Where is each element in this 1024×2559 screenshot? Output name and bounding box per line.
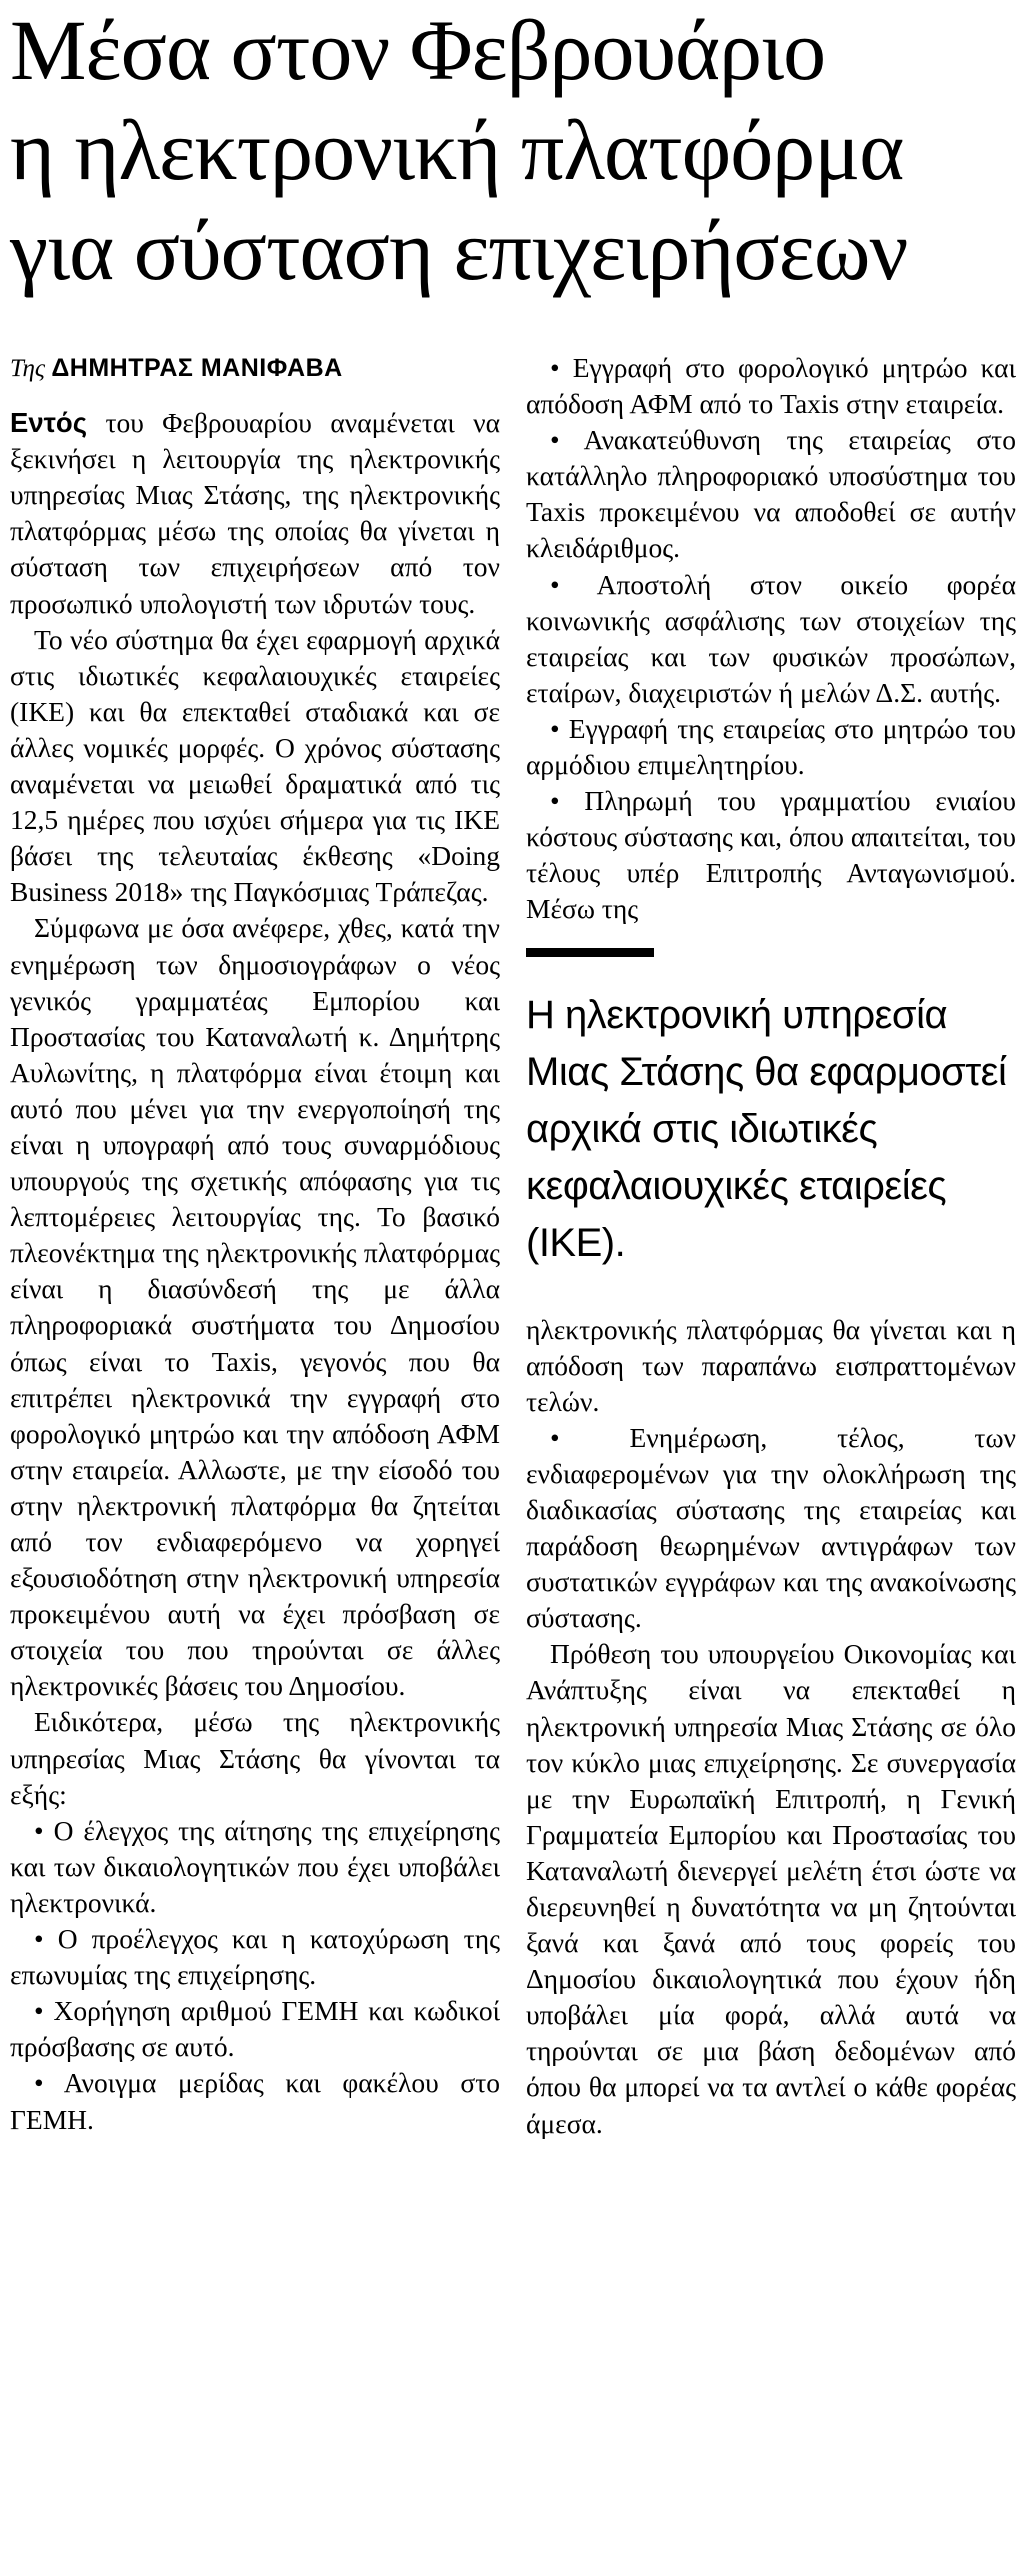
byline-prefix: Της — [10, 355, 52, 382]
lead-word: Εντός — [10, 407, 88, 439]
bullet-item: • Ανοιγμα μερίδας και φακέλου στο ΓΕΜΗ. — [10, 2065, 500, 2137]
lead-text: του Φεβρουαρίου αναμένεται να ξεκινήσει η λειτουργία της ηλεκτρονικής υπηρεσίας Μιας Στάσης, της ηλεκτρονικής πλατφόρμας μέσω της οποίας θα γίνεται η σύσταση των επιχειρήσεων από τον προσωπικό υπολογιστή των ιδρυτών τους. — [10, 407, 500, 619]
headline-line-3: για σύσταση επιχειρήσεων — [10, 202, 908, 298]
headline-line-1: Μέσα στον Φεβρουάριο — [10, 2, 826, 98]
pull-quote-rule — [526, 948, 654, 957]
bullet-item: • Εγγραφή στο φορολογικό μητρώο και απόδοση ΑΦΜ από το Taxis στην εταιρεία. — [526, 350, 1016, 422]
bullet-item: • Εγγραφή της εταιρείας στο μητρώο του αρμόδιου επιμελητηρίου. — [526, 711, 1016, 783]
body-paragraph: Το νέο σύστημα θα έχει εφαρμογή αρχικά στις ιδιωτικές κεφαλαιουχικές εταιρείες (ΙΚΕ) και θα επεκταθεί σταδιακά και σε άλλες νομικές μορφές. Ο χρόνος σύστασης αναμένεται να μειωθεί δραματικά από τις 12,5 ημέρες που ισχύει σήμερα για τις ΙΚΕ βάσει της τελευταίας έκθεσης «Doing Business 2018» της Παγκόσμιας Τράπεζας. — [10, 623, 500, 908]
bullet-item: • Χορήγηση αριθμού ΓΕΜΗ και κωδικοί πρόσβασης σε αυτό. — [10, 1993, 500, 2065]
pull-quote: Η ηλεκτρονική υπηρεσία Μιας Στάσης θα εφαρμοστεί αρχικά στις ιδιωτικές κεφαλαιουχικές εταιρείες (ΙΚΕ). — [526, 992, 1007, 1265]
left-column — [10, 350, 500, 2138]
body-paragraph: Πρόθεση του υπουργείου Οικονομίας και Ανάπτυξης είναι να επεκταθεί η ηλεκτρονική υπηρεσία Μιας Στάσης σε όλο τον κύκλο μιας επιχείρησης. Σε συνεργασία με την Ευρωπαϊκή Επιτροπή, η Γενική Γραμματεία Εμπορίου και Προστασίας του Καταναλωτή διενεργεί μελέτη έτσι ώστε να διερευνηθεί η δυνατότητα να μη ζητούνται ξανά και ξανά από τους φορείς του Δημοσίου δικαιολογητικά που έχουν ήδη υποβάλει μία φορά, αλλά αυτά να τηρούνται σε μια βάση δεδομένων από όπου θα μπορεί να τα αντλεί ο κάθε φορέας άμεσα. — [526, 1638, 1016, 2139]
bullet-item: • Ο έλεγχος της αίτησης της επιχείρησης και των δικαιολογητικών που έχει υποβάλει ηλεκτρονικά. — [10, 1813, 500, 1921]
byline-author: ΔΗΜΗΤΡΑΣ ΜΑΝΙΦΑΒΑ — [51, 354, 343, 382]
bullet-item: • Πληρωμή του γραμματίου ενιαίου κόστους σύστασης και, όπου απαιτείται, του τέλους υπέρ Επιτροπής Ανταγωνισμού. Μέσω της — [526, 783, 1016, 927]
bullet-item: • Αποστολή στον οικείο φορέα κοινωνικής ασφάλισης των στοιχείων της εταιρείας και των φυσικών προσώπων, εταίρων, διαχειριστών ή μελών Δ.Σ. αυτής. — [526, 567, 1016, 711]
body-paragraph: Ειδικότερα, μέσω της ηλεκτρονικής υπηρεσίας Μιας Στάσης θα γίνονται τα εξής: — [10, 1706, 500, 1810]
headline — [10, 0, 1014, 300]
body-paragraph: ηλεκτρονικής πλατφόρμας θα γίνεται και η απόδοση των παραπάνω εισπραττομένων τελών. — [526, 1313, 1016, 1417]
right-column — [526, 350, 1016, 2142]
byline — [10, 350, 500, 387]
bullet-item: • Ενημέρωση, τέλος, των ενδιαφερομένων για την ολοκλήρωση της διαδικασίας σύστασης της εταιρείας και παράδοση θεωρημένων αντιγράφων των συστατικών εγγράφων και της ανακοίνωσης σύστασης. — [526, 1420, 1016, 1637]
bullet-item: • Ανακατεύθυνση της εταιρείας στο κατάλληλο πληροφοριακό υποσύστημα του Taxis προκειμένου να αποδοθεί σε αυτήν κλειδάριθμος. — [526, 422, 1016, 566]
bullet-item: • Ο προέλεγχος και η κατοχύρωση της επωνυμίας της επιχείρησης. — [10, 1921, 500, 1993]
body-paragraph: Σύμφωνα με όσα ανέφερε, χθες, κατά την ενημέρωση των δημοσιογράφων ο νέος γενικός γραμματέας Εμπορίου και Προστασίας του Καταναλωτή κ. Δημήτρης Αυλωνίτης, η πλατφόρμα είναι έτοιμη και αυτό που μένει για την ενεργοποίησή της είναι η υπογραφή από τους συναρμόδιους υπουργούς της σχετικής απόφασης για τις λεπτομέρειες λειτουργίας της. Το βασικό πλεονέκτημα της ηλεκτρονικής πλατφόρμας είναι η διασύνδεσή της με άλλα πληροφοριακά συστήματα του Δημοσίου όπως είναι το Taxis, γεγονός που θα επιτρέπει ηλεκτρονικά την εγγραφή στο φορολογικό μητρώο και την απόδοση ΑΦΜ στην εταιρεία. Αλλωστε, με την είσοδό του στην ηλεκτρονική πλατφόρμα θα ζητείται από τον ενδιαφερόμενο να χορηγεί εξουσιοδότηση στην ηλεκτρονική υπηρεσία προκειμένου αυτή να έχει πρόσβαση σε στοιχεία του που τηρούνται σε άλλες ηλεκτρονικές βάσεις του Δημοσίου. — [10, 912, 500, 1702]
headline-line-2: η ηλεκτρονική πλατφόρμα — [10, 102, 904, 198]
lead-paragraph — [10, 405, 500, 622]
